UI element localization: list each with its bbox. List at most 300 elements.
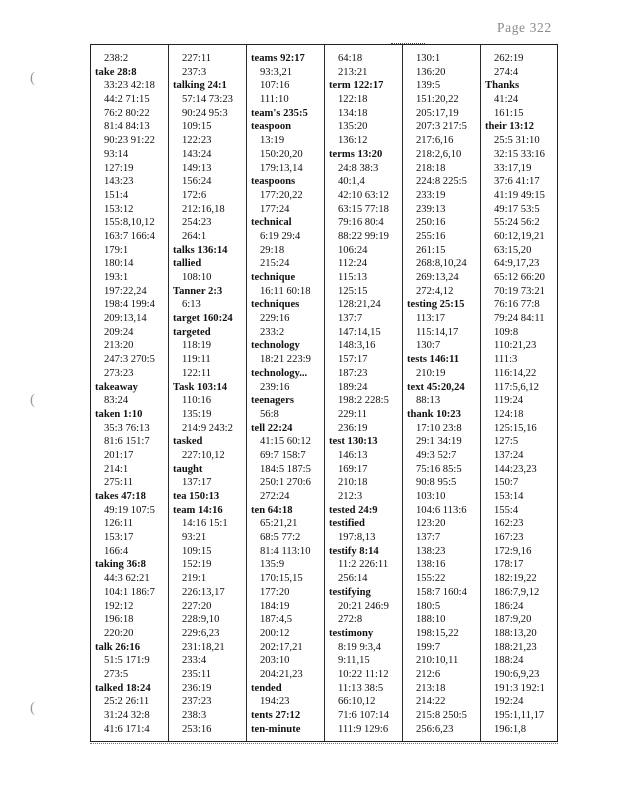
index-reference: 60:12,19,21	[494, 230, 545, 242]
index-reference: 29:18	[260, 244, 285, 256]
index-reference: 239:13	[416, 203, 446, 215]
index-reference: 157:17	[338, 354, 368, 366]
index-reference: 231:18,21	[182, 641, 225, 653]
index-reference: 113:17	[416, 313, 446, 325]
index-reference: 104:6 113:6	[416, 504, 467, 516]
index-reference: 237:23	[182, 696, 212, 708]
index-reference: 88:22 99:19	[338, 230, 389, 242]
index-reference: 88:13	[416, 395, 441, 407]
index-reference: 11:2 226:11	[338, 559, 389, 571]
index-reference: 13:19	[260, 135, 285, 147]
index-term: talk 26:16	[95, 641, 141, 653]
index-reference: 122:11	[182, 367, 212, 379]
index-reference: 81:4 113:10	[260, 545, 311, 557]
index-reference: 215:8 250:5	[416, 710, 467, 721]
index-reference: 116:14,22	[494, 367, 537, 379]
index-reference: 144:23,23	[494, 463, 537, 475]
index-reference: 273:23	[104, 367, 134, 379]
index-reference: 18:21 223:9	[260, 354, 311, 366]
index-reference: 233:4	[182, 655, 207, 667]
index-reference: 75:16 85:5	[416, 463, 462, 475]
index-reference: 108:10	[182, 272, 212, 283]
index-reference: 14:16 15:1	[182, 518, 228, 530]
index-reference: 25:2 26:11	[104, 696, 150, 708]
index-term: Tanner 2:3	[173, 285, 223, 297]
index-term: taking 36:8	[95, 559, 146, 571]
index-term: testimony	[329, 627, 374, 639]
index-reference: 123:20	[416, 518, 446, 530]
index-reference: 11:13 38:5	[338, 682, 384, 694]
index-reference: 37:6 41:17	[494, 176, 540, 188]
index-reference: 112:24	[338, 258, 368, 270]
index-term: tents 27:12	[251, 710, 301, 721]
index-reference: 124:18	[494, 408, 524, 420]
index-reference: 44:3 62:21	[104, 573, 150, 585]
index-reference: 65:12 66:20	[494, 272, 545, 283]
index-reference: 202:17,21	[260, 641, 303, 653]
index-reference: 150:7	[494, 477, 519, 489]
index-reference: 56:8	[260, 408, 279, 420]
index-reference: 220:20	[104, 627, 134, 639]
index-reference: 197:8,13	[338, 532, 376, 544]
index-reference: 118:19	[182, 340, 212, 352]
index-reference: 151:4	[104, 189, 129, 201]
index-term: testify 8:14	[329, 545, 379, 557]
index-reference: 210:10,11	[416, 655, 459, 667]
index-reference: 20:21 246:9	[338, 600, 389, 612]
index-reference: 119:11	[182, 354, 211, 366]
index-reference: 125:15	[338, 285, 368, 297]
index-term: tea 150:13	[173, 491, 220, 502]
index-table	[90, 44, 558, 742]
index-reference: 229:11	[338, 408, 368, 420]
index-reference: 49:3 52:7	[416, 449, 457, 461]
top-rule-mark	[391, 43, 425, 44]
index-reference: 41:19 49:15	[494, 189, 545, 201]
index-term: technique	[251, 272, 296, 283]
index-term: technology...	[251, 367, 308, 379]
index-reference: 229:6,23	[182, 627, 220, 639]
index-term: techniques	[251, 299, 300, 311]
index-reference: 103:10	[416, 491, 446, 502]
index-reference: 68:5 77:2	[260, 532, 301, 544]
index-reference: 190:6,9,23	[494, 668, 540, 680]
index-reference: 109:15	[182, 121, 212, 133]
index-reference: 170:15,15	[260, 573, 303, 585]
index-term: teaspoons	[251, 176, 296, 188]
index-reference: 65:21,21	[260, 518, 298, 530]
index-reference: 214:9 243:2	[182, 422, 233, 434]
index-term: talked 18:24	[95, 682, 151, 694]
index-term: targeted	[173, 326, 211, 338]
index-reference: 63:15,20	[494, 244, 532, 256]
index-reference: 8:19 9:3,4	[338, 641, 381, 653]
index-term: technical	[251, 217, 292, 229]
index-reference: 148:3,16	[338, 340, 376, 352]
index-reference: 227:10,12	[182, 449, 225, 461]
index-reference: 117:5,6,12	[494, 381, 539, 393]
index-reference: 212:16,18	[182, 203, 225, 215]
index-reference: 238:2	[104, 53, 129, 64]
index-reference: 161:15	[494, 107, 524, 119]
index-reference: 236:19	[338, 422, 368, 434]
index-reference: 273:5	[104, 668, 129, 680]
index-term: ten-minute	[251, 723, 301, 735]
index-column-5	[407, 52, 481, 736]
index-reference: 189:24	[338, 381, 368, 393]
index-reference: 79:16 80:4	[338, 217, 384, 229]
index-reference: 227:11	[182, 53, 212, 64]
index-reference: 200:12	[260, 627, 290, 639]
index-term: takes 47:18	[95, 491, 146, 502]
index-term: testifying	[329, 586, 371, 598]
index-reference: 195:1,11,17	[494, 710, 545, 721]
index-term: Thanks	[485, 80, 520, 92]
index-reference: 213:20	[104, 340, 134, 352]
index-reference: 210:19	[416, 367, 446, 379]
index-reference: 111:3	[494, 354, 518, 366]
index-reference: 69:7 158:7	[260, 449, 306, 461]
index-reference: 272:4,12	[416, 285, 454, 297]
index-reference: 70:19 73:21	[494, 285, 545, 297]
index-reference: 193:1	[104, 272, 129, 283]
index-term: talking 24:1	[173, 80, 227, 92]
index-reference: 147:14,15	[338, 326, 381, 338]
index-column-1	[95, 52, 169, 736]
index-reference: 152:19	[182, 559, 212, 571]
index-reference: 192:24	[494, 696, 524, 708]
index-reference: 6:13	[182, 299, 201, 311]
index-term: tests 146:11	[407, 354, 460, 366]
index-term: testified	[329, 518, 365, 530]
index-reference: 41:24	[494, 94, 519, 106]
index-reference: 215:24	[260, 258, 290, 270]
margin-bracket-middle: (	[30, 392, 35, 408]
index-reference: 71:6 107:14	[338, 710, 389, 721]
index-column-4	[329, 52, 403, 736]
index-reference: 204:21,23	[260, 668, 303, 680]
index-reference: 137:17	[182, 477, 212, 489]
index-reference: 262:19	[494, 53, 524, 64]
index-reference: 268:8,10,24	[416, 258, 467, 270]
index-reference: 236:19	[182, 682, 212, 694]
index-reference: 188:24	[494, 655, 524, 667]
index-reference: 66:10,12	[338, 696, 376, 708]
index-reference: 49:17 53:5	[494, 203, 540, 215]
index-reference: 110:21,23	[494, 340, 537, 352]
index-term: take 28:8	[95, 66, 137, 78]
index-reference: 253:16	[182, 723, 212, 735]
index-reference: 210:18	[338, 477, 368, 489]
index-reference: 155:8,10,12	[104, 217, 155, 229]
index-reference: 93:21	[182, 532, 207, 544]
index-reference: 107:16	[260, 80, 290, 92]
index-reference: 6:19 29:4	[260, 230, 301, 242]
index-reference: 256:14	[338, 573, 368, 585]
index-term: teenagers	[251, 395, 294, 407]
index-reference: 199:7	[416, 641, 441, 653]
index-reference: 180:5	[416, 600, 441, 612]
index-reference: 55:24 56:2	[494, 217, 540, 229]
index-reference: 127:5	[494, 436, 519, 448]
index-reference: 198:2 228:5	[338, 395, 389, 407]
index-reference: 9:11,15	[338, 655, 370, 667]
index-reference: 10:22 11:12	[338, 668, 389, 680]
index-reference: 109:15	[182, 545, 212, 557]
index-term: takeaway	[95, 381, 138, 393]
index-column-2	[173, 52, 247, 736]
index-reference: 64:9,17,23	[494, 258, 540, 270]
index-reference: 214:22	[416, 696, 446, 708]
index-reference: 49:19 107:5	[104, 504, 155, 516]
index-reference: 90:23 91:22	[104, 135, 155, 147]
index-reference: 41:6 171:4	[104, 723, 150, 735]
index-reference: 110:16	[182, 395, 212, 407]
index-reference: 254:23	[182, 217, 212, 229]
index-term: teaspoon	[251, 121, 292, 133]
index-reference: 227:20	[182, 600, 212, 612]
index-reference: 218:2,6,10	[416, 148, 462, 160]
index-reference: 264:1	[182, 230, 207, 242]
index-reference: 42:10 63:12	[338, 189, 389, 201]
index-reference: 203:10	[260, 655, 290, 667]
index-reference: 172:6	[182, 189, 207, 201]
page-number: Page 322	[497, 20, 552, 35]
index-reference: 81:4 84:13	[104, 121, 150, 133]
index-reference: 178:17	[494, 559, 524, 571]
index-reference: 261:15	[416, 244, 446, 256]
index-reference: 139:5	[416, 80, 441, 92]
index-reference: 40:1,4	[338, 176, 365, 188]
index-reference: 188:21,23	[494, 641, 537, 653]
index-term: tallied	[173, 258, 202, 270]
index-reference: 229:16	[260, 313, 290, 325]
index-reference: 153:17	[104, 532, 134, 544]
index-reference: 237:3	[182, 66, 207, 78]
index-reference: 44:2 71:15	[104, 94, 150, 106]
index-reference: 79:24 84:11	[494, 313, 545, 325]
index-reference: 169:17	[338, 463, 368, 475]
index-reference: 153:12	[104, 203, 134, 215]
index-reference: 187:9,20	[494, 614, 532, 626]
index-reference: 186:24	[494, 600, 524, 612]
index-reference: 226:13,17	[182, 586, 225, 598]
index-reference: 233:2	[260, 326, 285, 338]
index-reference: 90:24 95:3	[182, 107, 228, 119]
index-reference: 155:22	[416, 573, 446, 585]
index-reference: 272:8	[338, 614, 363, 626]
index-reference: 209:24	[104, 326, 134, 338]
index-reference: 125:15,16	[494, 422, 537, 434]
index-reference: 274:4	[494, 66, 519, 78]
index-reference: 158:7 160:4	[416, 586, 467, 598]
index-reference: 136:12	[338, 135, 368, 147]
index-reference: 111:9 129:6	[338, 723, 389, 735]
index-reference: 163:7 166:4	[104, 230, 155, 242]
index-reference: 119:24	[494, 395, 524, 407]
index-reference: 187:4,5	[260, 614, 293, 626]
index-term: testing 25:15	[407, 299, 465, 311]
index-reference: 187:23	[338, 367, 368, 379]
index-term: tasked	[173, 436, 203, 448]
index-reference: 214:1	[104, 463, 129, 475]
index-reference: 25:5 31:10	[494, 135, 540, 147]
index-reference: 177:24	[260, 203, 290, 215]
index-reference: 93:14	[104, 148, 129, 160]
index-column-3	[251, 52, 325, 736]
index-reference: 122:18	[338, 94, 368, 106]
index-reference: 184:5 187:5	[260, 463, 311, 475]
index-reference: 149:13	[182, 162, 212, 174]
index-term: tended	[251, 682, 282, 694]
index-reference: 255:16	[416, 230, 446, 242]
index-reference: 33:23 42:18	[104, 80, 155, 92]
index-reference: 188:10	[416, 614, 446, 626]
index-reference: 111:10	[260, 94, 289, 106]
index-reference: 196:18	[104, 614, 134, 626]
index-term: technology	[251, 340, 300, 352]
index-reference: 188:13,20	[494, 627, 537, 639]
index-term: taken 1:10	[95, 408, 143, 420]
index-reference: 179:1	[104, 244, 129, 256]
index-reference: 24:8 38:3	[338, 162, 379, 174]
index-reference: 130:7	[416, 340, 441, 352]
index-reference: 172:9,16	[494, 545, 532, 557]
index-reference: 138:16	[416, 559, 446, 571]
index-term: term 122:17	[329, 80, 384, 92]
index-reference: 196:1,8	[494, 723, 527, 735]
index-term: team's 235:5	[251, 107, 308, 119]
index-reference: 228:9,10	[182, 614, 220, 626]
index-reference: 197:22,24	[104, 285, 147, 297]
index-reference: 137:24	[494, 449, 524, 461]
index-reference: 239:16	[260, 381, 290, 393]
index-reference: 198:4 199:4	[104, 299, 155, 311]
index-reference: 209:13,14	[104, 313, 147, 325]
margin-bracket-top: (	[30, 70, 35, 86]
index-reference: 104:1 186:7	[104, 586, 155, 598]
index-reference: 122:23	[182, 135, 212, 147]
index-reference: 205:17,19	[416, 107, 459, 119]
index-reference: 135:9	[260, 559, 285, 571]
index-reference: 272:24	[260, 491, 290, 502]
index-term: terms 13:20	[329, 148, 383, 160]
index-reference: 76:16 77:8	[494, 299, 540, 311]
index-reference: 143:24	[182, 148, 212, 160]
index-reference: 51:5 171:9	[104, 655, 150, 667]
index-reference: 109:8	[494, 326, 519, 338]
index-column-6	[485, 52, 559, 736]
index-reference: 238:3	[182, 710, 207, 721]
index-term: teams 92:17	[251, 53, 305, 64]
index-reference: 207:3 217:5	[416, 121, 467, 133]
index-term: tell 22:24	[251, 422, 293, 434]
index-reference: 63:15 77:18	[338, 203, 389, 215]
index-reference: 155:4	[494, 504, 519, 516]
index-reference: 179:13,14	[260, 162, 303, 174]
index-reference: 213:18	[416, 682, 446, 694]
index-term: Task 103:14	[173, 381, 228, 393]
index-term: tested 24:9	[329, 504, 378, 516]
index-reference: 219:1	[182, 573, 207, 585]
index-reference: 17:10 23:8	[416, 422, 462, 434]
index-reference: 167:23	[494, 532, 524, 544]
index-reference: 250:16	[416, 217, 446, 229]
index-reference: 150:20,20	[260, 148, 303, 160]
index-reference: 217:6,16	[416, 135, 454, 147]
index-reference: 233:19	[416, 189, 446, 201]
index-reference: 64:18	[338, 53, 363, 64]
index-reference: 31:24 32:8	[104, 710, 150, 721]
index-reference: 182:19,22	[494, 573, 537, 585]
index-reference: 137:7	[416, 532, 441, 544]
margin-bracket-bottom: (	[30, 700, 35, 716]
index-reference: 90:8 95:5	[416, 477, 457, 489]
index-reference: 93:3,21	[260, 66, 293, 78]
index-reference: 153:14	[494, 491, 524, 502]
index-reference: 162:23	[494, 518, 524, 530]
index-reference: 127:19	[104, 162, 134, 174]
index-reference: 32:15 33:16	[494, 148, 545, 160]
index-reference: 192:12	[104, 600, 134, 612]
index-reference: 250:1 270:6	[260, 477, 311, 489]
index-reference: 212:3	[338, 491, 363, 502]
index-reference: 83:24	[104, 395, 129, 407]
index-reference: 166:4	[104, 545, 129, 557]
index-reference: 81:6 151:7	[104, 436, 150, 448]
bottom-rule	[90, 743, 558, 744]
index-term: text 45:20,24	[407, 381, 465, 393]
index-reference: 224:8 225:5	[416, 176, 467, 188]
index-reference: 57:14 73:23	[182, 94, 233, 106]
index-term: talks 136:14	[173, 244, 228, 256]
index-reference: 16:11 60:18	[260, 285, 311, 297]
index-reference: 143:23	[104, 176, 134, 188]
index-reference: 212:6	[416, 668, 441, 680]
index-reference: 218:18	[416, 162, 446, 174]
index-reference: 35:3 76:13	[104, 422, 150, 434]
index-reference: 177:20	[260, 586, 290, 598]
index-reference: 256:6,23	[416, 723, 454, 735]
index-reference: 151:20,22	[416, 94, 459, 106]
index-reference: 138:23	[416, 545, 446, 557]
index-reference: 41:15 60:12	[260, 436, 311, 448]
index-reference: 191:3 192:1	[494, 682, 545, 694]
index-reference: 186:7,9,12	[494, 586, 540, 598]
index-reference: 146:13	[338, 449, 368, 461]
index-reference: 29:1 34:19	[416, 436, 462, 448]
index-reference: 235:11	[182, 668, 212, 680]
index-reference: 213:21	[338, 66, 368, 78]
index-reference: 184:19	[260, 600, 290, 612]
index-term: thank 10:23	[407, 408, 461, 420]
index-reference: 106:24	[338, 244, 368, 256]
index-reference: 247:3 270:5	[104, 354, 155, 366]
index-reference: 201:17	[104, 449, 134, 461]
index-reference: 135:19	[182, 408, 212, 420]
index-reference: 76:2 80:22	[104, 107, 150, 119]
index-reference: 177:20,22	[260, 189, 303, 201]
index-reference: 126:11	[104, 518, 134, 530]
index-term: ten 64:18	[251, 504, 293, 516]
index-reference: 136:20	[416, 66, 446, 78]
index-reference: 156:24	[182, 176, 212, 188]
index-reference: 115:14,17	[416, 326, 459, 338]
index-reference: 137:7	[338, 313, 363, 325]
index-term: test 130:13	[329, 436, 378, 448]
index-reference: 134:18	[338, 107, 368, 119]
index-reference: 130:1	[416, 53, 441, 64]
